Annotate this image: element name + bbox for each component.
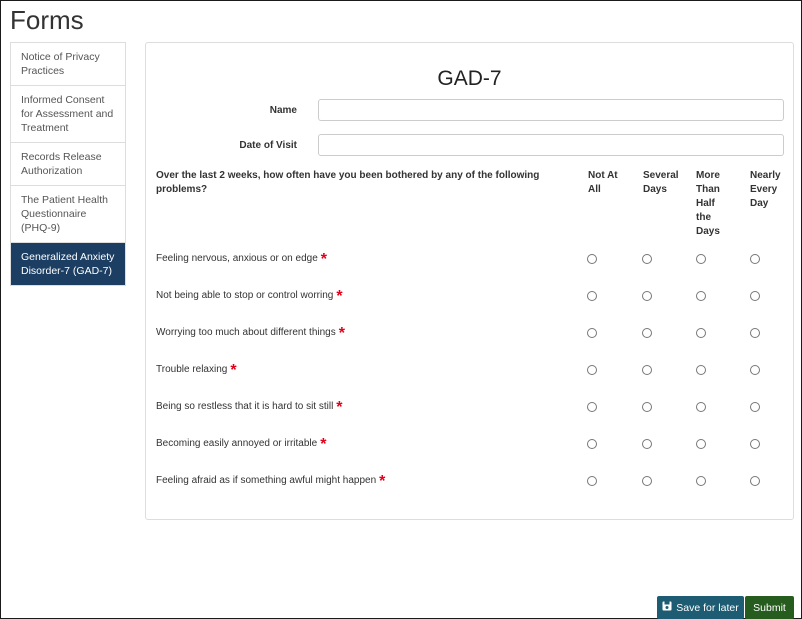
question-row-2: [146, 287, 793, 305]
question-row-7: [146, 472, 793, 490]
name-input[interactable]: [318, 99, 784, 121]
sidebar-item-records-release[interactable]: Records Release Authorization: [11, 143, 125, 186]
required-asterisk-icon: *: [230, 362, 237, 379]
radio-more-than-half[interactable]: [696, 291, 706, 301]
question-row-3: [146, 324, 793, 342]
sidebar-item-gad7[interactable]: Generalized Anxiety Disorder-7 (GAD-7): [11, 243, 125, 285]
radio-more-than-half[interactable]: [696, 439, 706, 449]
required-asterisk-icon: *: [320, 251, 328, 268]
radio-nearly-every-day[interactable]: [750, 439, 760, 449]
radio-several-days[interactable]: [642, 476, 652, 486]
radio-not-at-all[interactable]: [587, 439, 597, 449]
radio-several-days[interactable]: [642, 439, 652, 449]
radio-not-at-all[interactable]: [587, 291, 597, 301]
radio-not-at-all[interactable]: [587, 402, 597, 412]
radio-not-at-all[interactable]: [587, 254, 597, 264]
question-header: Over the last 2 weeks, how often have you been bothered by any of the following problems?: [156, 170, 540, 195]
date-of-visit-label: Date of Visit: [239, 140, 297, 151]
question-row-4: [146, 361, 793, 379]
radio-not-at-all[interactable]: [587, 365, 597, 375]
save-for-later-button[interactable]: [657, 596, 744, 619]
radio-nearly-every-day[interactable]: [750, 254, 760, 264]
required-asterisk-icon: *: [338, 325, 345, 342]
question-label: Being so restless that it is hard to sit still *: [156, 399, 343, 416]
save-for-later-label: Save for later: [676, 601, 739, 614]
sidebar-item-phq9[interactable]: The Patient Health Questionnaire (PHQ-9): [11, 186, 125, 243]
submit-button[interactable]: Submit: [745, 596, 794, 619]
required-asterisk-icon: *: [336, 288, 343, 305]
required-asterisk-icon: *: [379, 473, 386, 490]
sidebar-item-informed-consent[interactable]: Informed Consent for Assessment and Treatment: [11, 86, 125, 143]
radio-more-than-half[interactable]: [696, 402, 706, 412]
radio-nearly-every-day[interactable]: [750, 328, 760, 338]
radio-nearly-every-day[interactable]: [750, 291, 760, 301]
floppy-disk-icon: [662, 601, 672, 614]
question-label: Becoming easily annoyed or irritable *: [156, 436, 327, 453]
option-header-more-than-half: More Than Half the Days: [696, 170, 720, 237]
radio-several-days[interactable]: [642, 365, 652, 375]
radio-nearly-every-day[interactable]: [750, 402, 760, 412]
radio-several-days[interactable]: [642, 402, 652, 412]
sidebar-item-privacy-notice[interactable]: Notice of Privacy Practices: [11, 43, 125, 86]
form-card: [145, 42, 794, 520]
question-label: Trouble relaxing *: [156, 362, 237, 379]
page-title: Forms: [10, 5, 84, 35]
forms-sidebar: [10, 42, 126, 286]
radio-nearly-every-day[interactable]: [750, 476, 760, 486]
radio-more-than-half[interactable]: [696, 365, 706, 375]
radio-more-than-half[interactable]: [696, 254, 706, 264]
radio-more-than-half[interactable]: [696, 476, 706, 486]
name-label: Name: [269, 105, 297, 116]
option-header-nearly-every-day: Nearly Every Day: [750, 170, 781, 209]
radio-several-days[interactable]: [642, 291, 652, 301]
question-row-1: [146, 250, 793, 268]
question-label: Feeling nervous, anxious or on edge *: [156, 251, 328, 268]
option-header-several-days: Several Days: [643, 170, 679, 195]
radio-not-at-all[interactable]: [587, 328, 597, 338]
date-of-visit-input[interactable]: [318, 134, 784, 156]
radio-several-days[interactable]: [642, 254, 652, 264]
required-asterisk-icon: *: [336, 399, 343, 416]
question-row-6: [146, 435, 793, 453]
radio-several-days[interactable]: [642, 328, 652, 338]
option-header-not-at-all: Not At All: [588, 170, 618, 195]
radio-not-at-all[interactable]: [587, 476, 597, 486]
radio-nearly-every-day[interactable]: [750, 365, 760, 375]
question-row-5: [146, 398, 793, 416]
question-label: Feeling afraid as if something awful might happen *: [156, 473, 386, 490]
required-asterisk-icon: *: [320, 436, 327, 453]
radio-more-than-half[interactable]: [696, 328, 706, 338]
question-label: Worrying too much about different things *: [156, 325, 345, 342]
form-title: GAD-7: [437, 67, 502, 90]
question-label: Not being able to stop or control worring *: [156, 288, 343, 305]
